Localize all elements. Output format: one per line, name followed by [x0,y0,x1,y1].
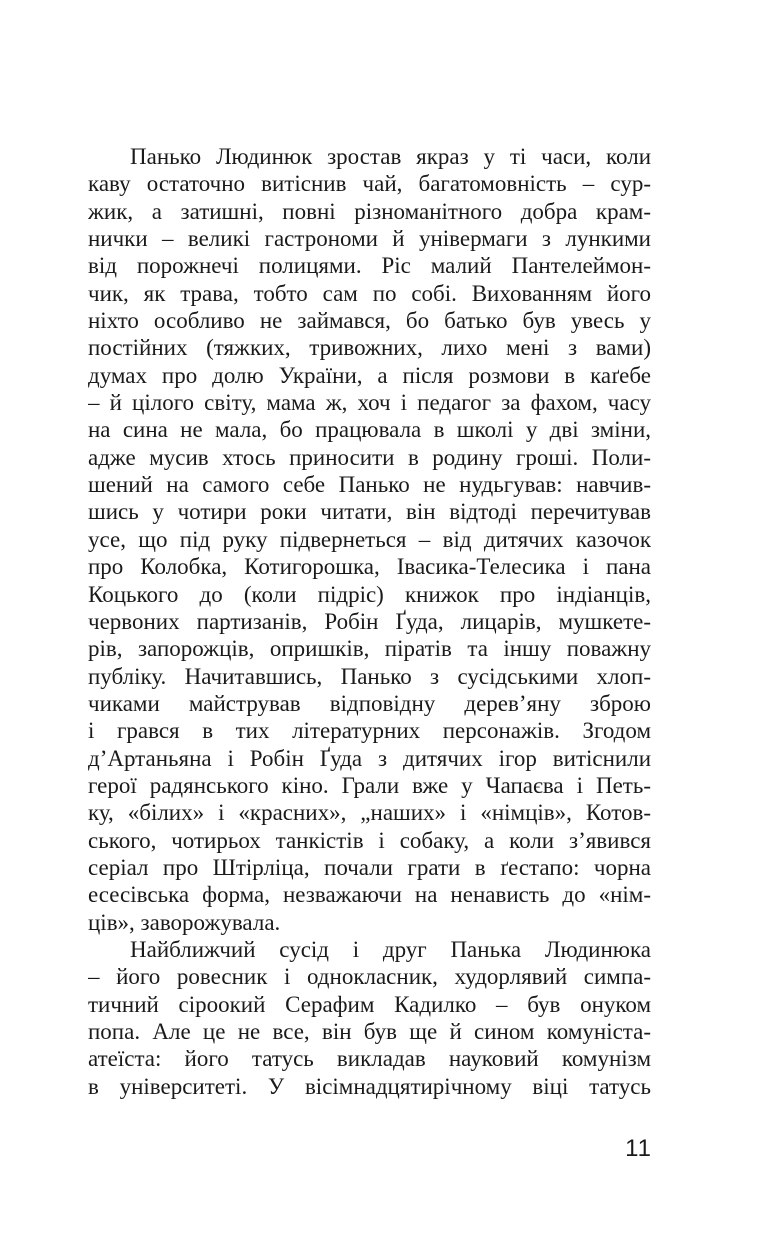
paragraph-2 [88,936,651,1100]
text-line: постійних (тяжких, тривожних, лихо мені з вами) [88,335,651,361]
text-line: в університеті. У вісімнадцятирічному віці татусь [88,1073,651,1099]
text-line: чик, як трава, тобто сам по собі. Вихованням його [88,280,651,306]
text-line: адже мусив хтось приносити в родину гроші. Поли- [88,444,651,470]
text-line: Панько Людинюк зростав якраз у ті часи, коли [130,144,651,169]
text-line: червоних партизанів, Робін Ґуда, лицарів, мушкете- [88,608,651,634]
text-line: ського, чотирьох танкістів і собаку, а коли з’явився [88,827,651,853]
text-line: ніхто особливо не займався, бо батько був увесь у [88,308,651,334]
text-line: попа. Але це не все, він був ще й сином комуніста- [88,1019,651,1044]
text-line: атеїста: його татусь викладав науковий комунізм [88,1046,651,1072]
text-line: Коцького до (коли підріс) книжок про індіанців, [88,581,651,607]
text-line: жик, а затишні, повні різноманітного добра крам- [88,198,651,224]
text-line: думах про долю України, а після розмови в каґебе [88,362,651,388]
paragraph-1 [88,143,651,936]
text-line: рів, запорожців, опришків, піратів та іншу поважну [88,636,651,662]
text-line: тичний сіроокий Серафим Кадилко – був онуком [88,991,651,1017]
text-line: есесівська форма, незважаючи на ненависть до «нім- [88,882,651,908]
body-text [88,143,651,1100]
page-number: 11 [625,1135,652,1162]
text-line: – й цілого світу, мама ж, хоч і педагог за фахом, часу [88,390,651,416]
text-line: нички – великі гастрономи й універмаги з лункими [88,226,651,252]
text-line: ців», заворожувала. [88,909,281,935]
text-line: серіал про Штірліца, почали грати в ґестапо: чорна [88,854,651,880]
text-line: ку, «білих» і «красних», „наших» і «німців», Котов- [88,800,651,826]
text-line: – його ровесник і однокласник, худорлявий симпа- [88,964,651,990]
text-line: шись у чотири роки читати, він відтоді перечитував [88,499,651,525]
text-line: і грався в тих літературних персонажів. Згодом [88,718,651,744]
text-line: каву остаточно витіснив чай, багатомовність – сур- [88,171,651,197]
text-line: від порожнечі полицями. Ріс малий Пантелеймон- [88,253,651,279]
text-line: про Колобка, Котигорошка, Івасика-Телесика і пана [88,554,651,580]
text-line: на сина не мала, бо працювала в школі у дві зміни, [88,417,651,443]
text-line: чиками майстрував відповідну дерев’яну зброю [88,690,651,716]
text-line: шений на самого себе Панько не нудьгував: навчив- [88,472,651,498]
text-line: усе, що під руку підвернеться – від дитячих казочок [88,526,651,552]
text-line: д’Артаньяна і Робін Ґуда з дитячих ігор витіснили [88,745,651,771]
text-line: герої радянського кіно. Грали вже у Чапаєва і Петь- [88,772,651,798]
text-line: публіку. Начитавшись, Панько з сусідськими хлоп- [88,663,651,689]
text-line: Найближчий сусід і друг Панька Людинюка [130,936,651,962]
